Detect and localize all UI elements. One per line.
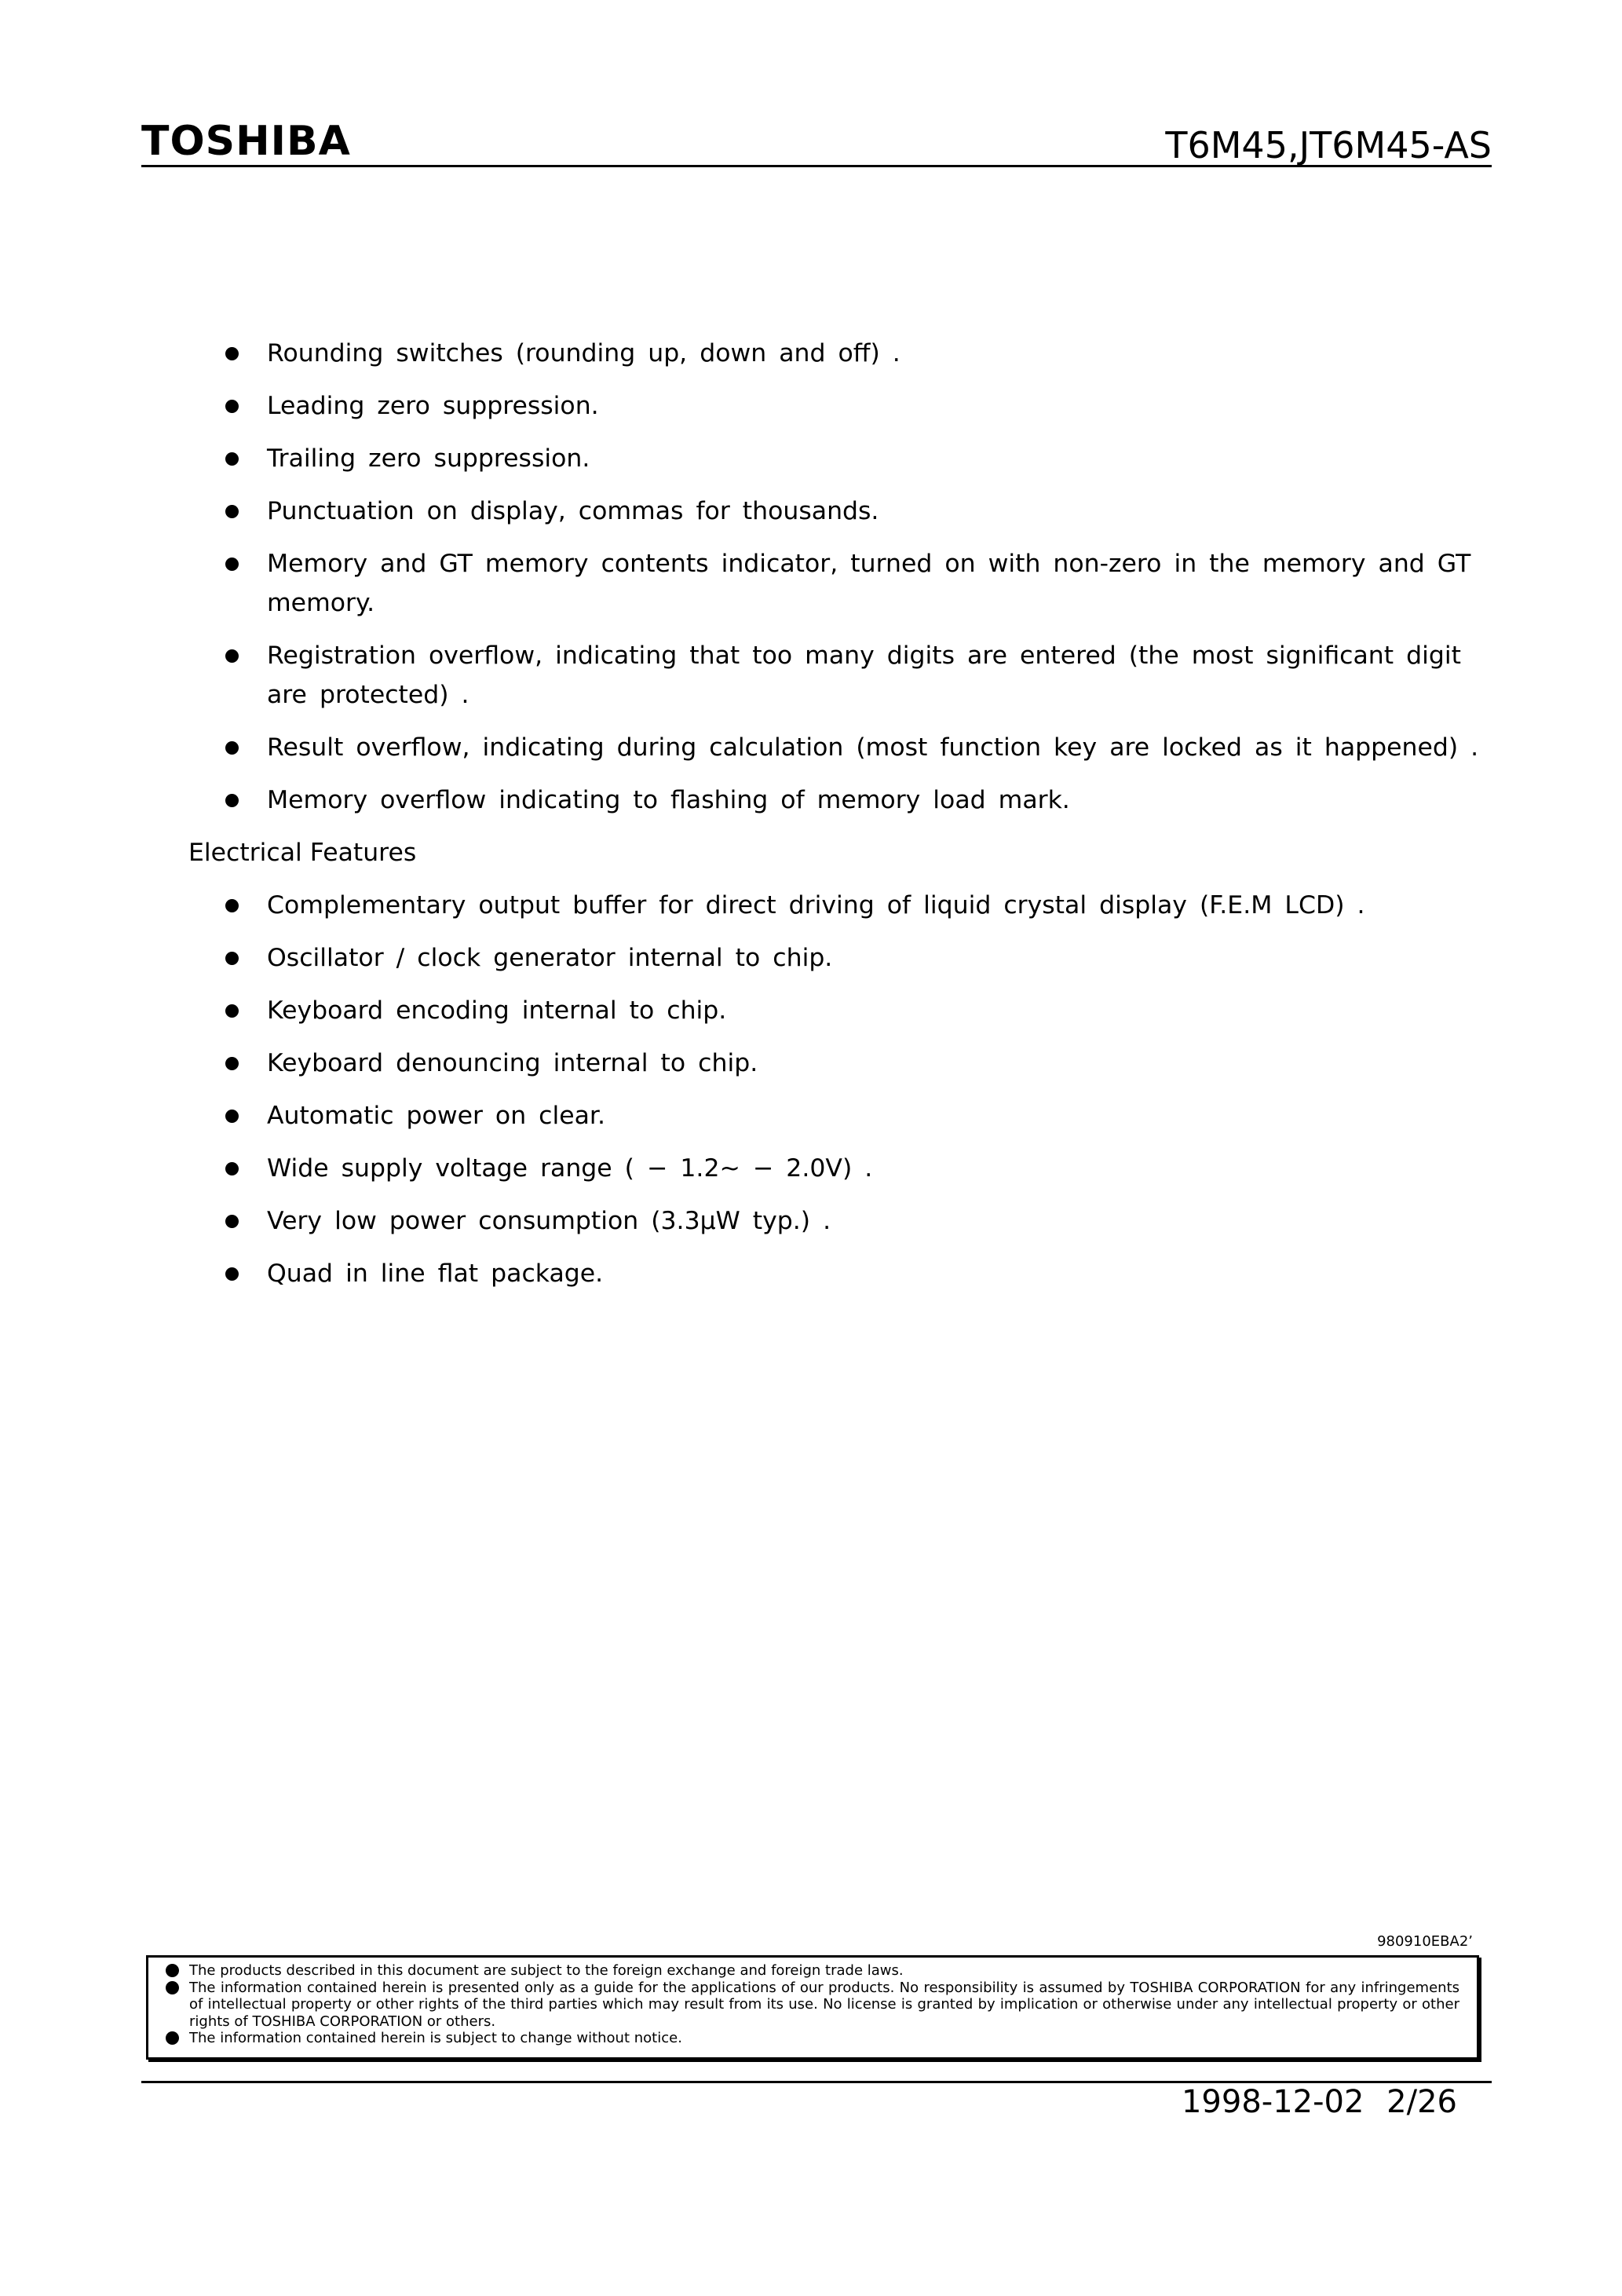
feature-item: Memory and GT memory contents indicator, turned on with non-zero in the memory and GT memory. [141, 544, 1492, 623]
bullet-icon [225, 899, 239, 912]
feature-item: Result overflow, indicating during calculation (most function key are locked as it happened) . [141, 728, 1492, 767]
page-header [141, 118, 1492, 166]
page-footer [1182, 2086, 1457, 2118]
feature-item: Trailing zero suppression. [141, 439, 1492, 478]
feature-item: Registration overflow, indicating that too many digits are entered (the most significant digit are protected) . [141, 636, 1492, 715]
part-number: T6M45,JT6M45-AS [1165, 124, 1492, 166]
electrical-item: Keyboard denouncing internal to chip. [141, 1044, 1492, 1083]
bullet-icon [225, 1004, 239, 1018]
bullet-icon [225, 794, 239, 807]
bullet-icon [225, 1267, 239, 1281]
bullet-icon [166, 2031, 179, 2045]
bullet-icon [225, 649, 239, 663]
section-heading-electrical: Electrical Features [188, 839, 417, 867]
bullet-icon [225, 558, 239, 571]
bullet-icon [225, 400, 239, 413]
notice-item: The information contained herein is subject to change without notice. [166, 2030, 1459, 2047]
feature-item: Leading zero suppression. [141, 386, 1492, 426]
feature-list [141, 334, 1492, 1307]
electrical-item: Oscillator / clock generator internal to chip. [141, 938, 1492, 978]
feature-item: Rounding switches (rounding up, down and off) . [141, 334, 1492, 373]
bullet-icon [166, 1964, 179, 1977]
notice-item: The products described in this document are subject to the foreign exchange and foreign trade laws. [166, 1962, 1459, 1980]
bullet-icon [225, 452, 239, 466]
notice-item: The information contained herein is presented only as a guide for the applications of our products. No responsibility is assumed by TOSHIBA CORPORATION for any infringements of intellectual property or other rights of the third parties which may result from its use. No license is granted by implication or otherwise under any intellectual property or other rights of TOSHIBA CORPORATION or others. [166, 1980, 1459, 2031]
feature-item: Memory overflow indicating to flashing of memory load mark. [141, 781, 1492, 820]
electrical-item: Complementary output buffer for direct driving of liquid crystal display (F.E.M LCD) . [141, 886, 1492, 925]
electrical-item: Very low power consumption (3.3μW typ.) . [141, 1201, 1492, 1241]
bullet-icon [166, 1981, 179, 1994]
footer-rule [141, 2081, 1492, 2083]
page-number: 2/26 [1386, 2084, 1457, 2120]
legal-notice-box [146, 1955, 1479, 2060]
toshiba-logo: TOSHIBA [141, 118, 351, 165]
bullet-icon [225, 347, 239, 360]
bullet-icon [225, 741, 239, 755]
electrical-item: Automatic power on clear. [141, 1096, 1492, 1135]
bullet-icon [225, 1057, 239, 1070]
electrical-item: Wide supply voltage range ( − 1.2~ − 2.0V) . [141, 1149, 1492, 1188]
footer-date: 1998-12-02 [1181, 2084, 1364, 2120]
bullet-icon [225, 1110, 239, 1123]
bullet-icon [225, 1162, 239, 1175]
bullet-icon [225, 1215, 239, 1228]
bullet-icon [225, 505, 239, 518]
bullet-icon [225, 952, 239, 965]
notice-code: 980910EBA2’ [1377, 1933, 1473, 1950]
electrical-item: Quad in line flat package. [141, 1254, 1492, 1293]
electrical-item: Keyboard encoding internal to chip. [141, 991, 1492, 1030]
header-rule [141, 165, 1492, 167]
feature-item: Punctuation on display, commas for thousands. [141, 492, 1492, 531]
